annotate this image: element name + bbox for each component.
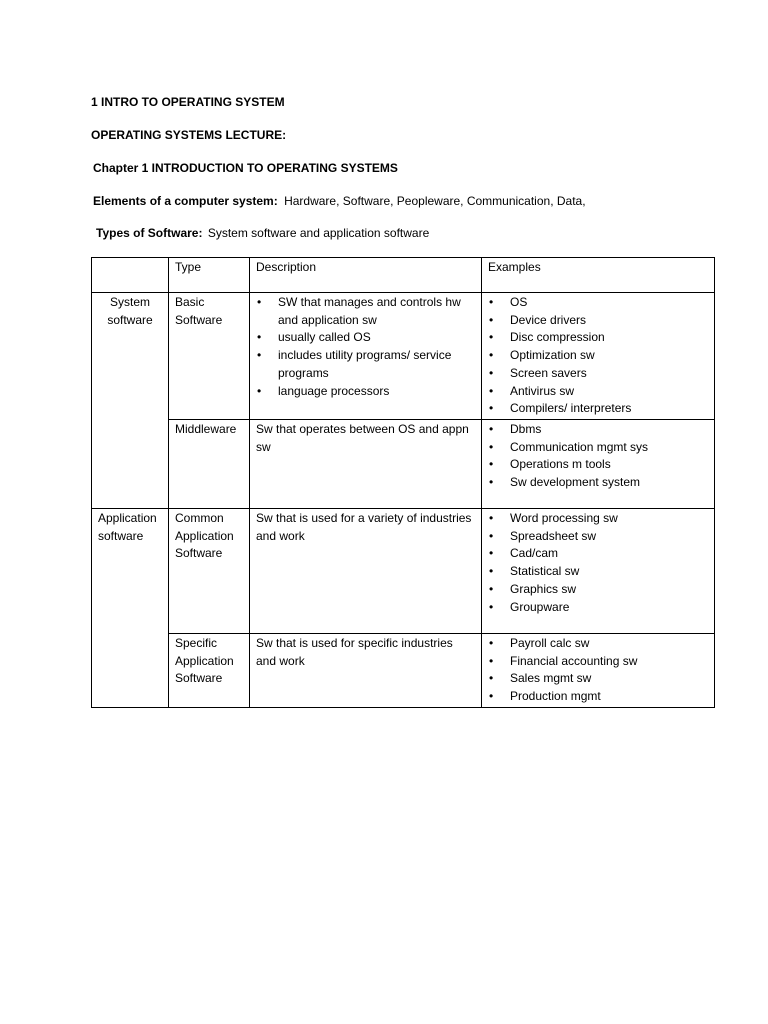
list-item: • OS bbox=[488, 294, 708, 312]
table-row-middleware bbox=[92, 420, 715, 509]
examples-list bbox=[488, 421, 708, 492]
types-label: Types of Software: bbox=[96, 226, 203, 240]
description-middleware: Sw that operates between OS and appn sw bbox=[250, 420, 482, 509]
examples-basic-software bbox=[482, 293, 715, 420]
type-line: Specific bbox=[175, 636, 218, 650]
software-types-table bbox=[91, 257, 715, 708]
type-line: Common bbox=[175, 511, 224, 525]
table-row-common-application bbox=[92, 509, 715, 634]
examples-middleware bbox=[482, 420, 715, 509]
category-line: software bbox=[98, 528, 144, 543]
list-item: • Sw development system bbox=[488, 474, 708, 492]
list-item: • Compilers/ interpreters bbox=[488, 400, 708, 418]
list-item: • Operations m tools bbox=[488, 456, 708, 474]
examples-specific-application bbox=[482, 634, 715, 708]
list-item: • usually called OS bbox=[256, 329, 475, 347]
list-item: • SW that manages and controls hw and application sw bbox=[256, 294, 475, 329]
elements-line bbox=[93, 194, 586, 209]
description-list bbox=[256, 294, 475, 400]
description-basic-software bbox=[250, 293, 482, 420]
type-basic-software bbox=[169, 293, 250, 420]
list-item: • Payroll calc sw bbox=[488, 635, 708, 653]
lecture-heading: OPERATING SYSTEMS LECTURE: bbox=[91, 128, 287, 142]
category-line: Application bbox=[98, 511, 157, 525]
list-item: • Financial accounting sw bbox=[488, 653, 708, 671]
list-item: • Statistical sw bbox=[488, 563, 708, 581]
type-common-application bbox=[169, 509, 250, 634]
header-category bbox=[92, 258, 169, 293]
type-line: Application bbox=[175, 653, 234, 668]
list-item: • includes utility programs/ service programs bbox=[256, 347, 475, 382]
elements-value: Hardware, Software, Peopleware, Communication, Data, bbox=[284, 194, 586, 208]
list-item: • Groupware bbox=[488, 599, 708, 617]
examples-list bbox=[488, 635, 708, 706]
list-item: • Device drivers bbox=[488, 312, 708, 330]
list-item: • Disc compression bbox=[488, 329, 708, 347]
type-line: Software bbox=[175, 312, 223, 327]
header-examples: Examples bbox=[482, 258, 715, 293]
examples-list bbox=[488, 294, 708, 418]
category-system-software bbox=[92, 293, 169, 509]
table-row-specific-application bbox=[92, 634, 715, 708]
list-item: • Communication mgmt sys bbox=[488, 439, 708, 457]
examples-common-application bbox=[482, 509, 715, 634]
list-item: • Screen savers bbox=[488, 365, 708, 383]
types-value: System software and application software bbox=[207, 226, 430, 240]
list-item: • language processors bbox=[256, 383, 475, 401]
type-line: Software bbox=[175, 546, 223, 561]
category-application-software bbox=[92, 509, 169, 708]
type-middleware: Middleware bbox=[169, 420, 250, 509]
list-item: • Production mgmt bbox=[488, 688, 708, 706]
document-heading: 1 INTRO TO OPERATING SYSTEM bbox=[91, 95, 285, 109]
list-item: • Antivirus sw bbox=[488, 383, 708, 401]
list-item: • Dbms bbox=[488, 421, 708, 439]
category-line: System bbox=[109, 295, 150, 309]
table-header-row bbox=[92, 258, 715, 293]
chapter-heading: Chapter 1 INTRODUCTION TO OPERATING SYSTEMS bbox=[93, 161, 398, 175]
list-item: • Word processing sw bbox=[488, 510, 708, 528]
description-common-application: Sw that is used for a variety of industries and work bbox=[250, 509, 482, 634]
list-item: • Spreadsheet sw bbox=[488, 528, 708, 546]
type-line: Basic bbox=[175, 295, 205, 309]
list-item: • Cad/cam bbox=[488, 545, 708, 563]
examples-list bbox=[488, 510, 708, 616]
description-specific-application: Sw that is used for specific industries and work bbox=[250, 634, 482, 708]
list-item: • Graphics sw bbox=[488, 581, 708, 599]
list-item: • Sales mgmt sw bbox=[488, 670, 708, 688]
elements-label: Elements of a computer system: bbox=[93, 194, 278, 208]
type-specific-application bbox=[169, 634, 250, 708]
type-line: Software bbox=[175, 671, 223, 686]
types-line bbox=[96, 226, 429, 241]
category-line: software bbox=[107, 312, 153, 327]
header-type: Type bbox=[169, 258, 250, 293]
table-row-basic-software bbox=[92, 293, 715, 420]
header-description: Description bbox=[250, 258, 482, 293]
list-item: • Optimization sw bbox=[488, 347, 708, 365]
type-line: Application bbox=[175, 528, 234, 543]
